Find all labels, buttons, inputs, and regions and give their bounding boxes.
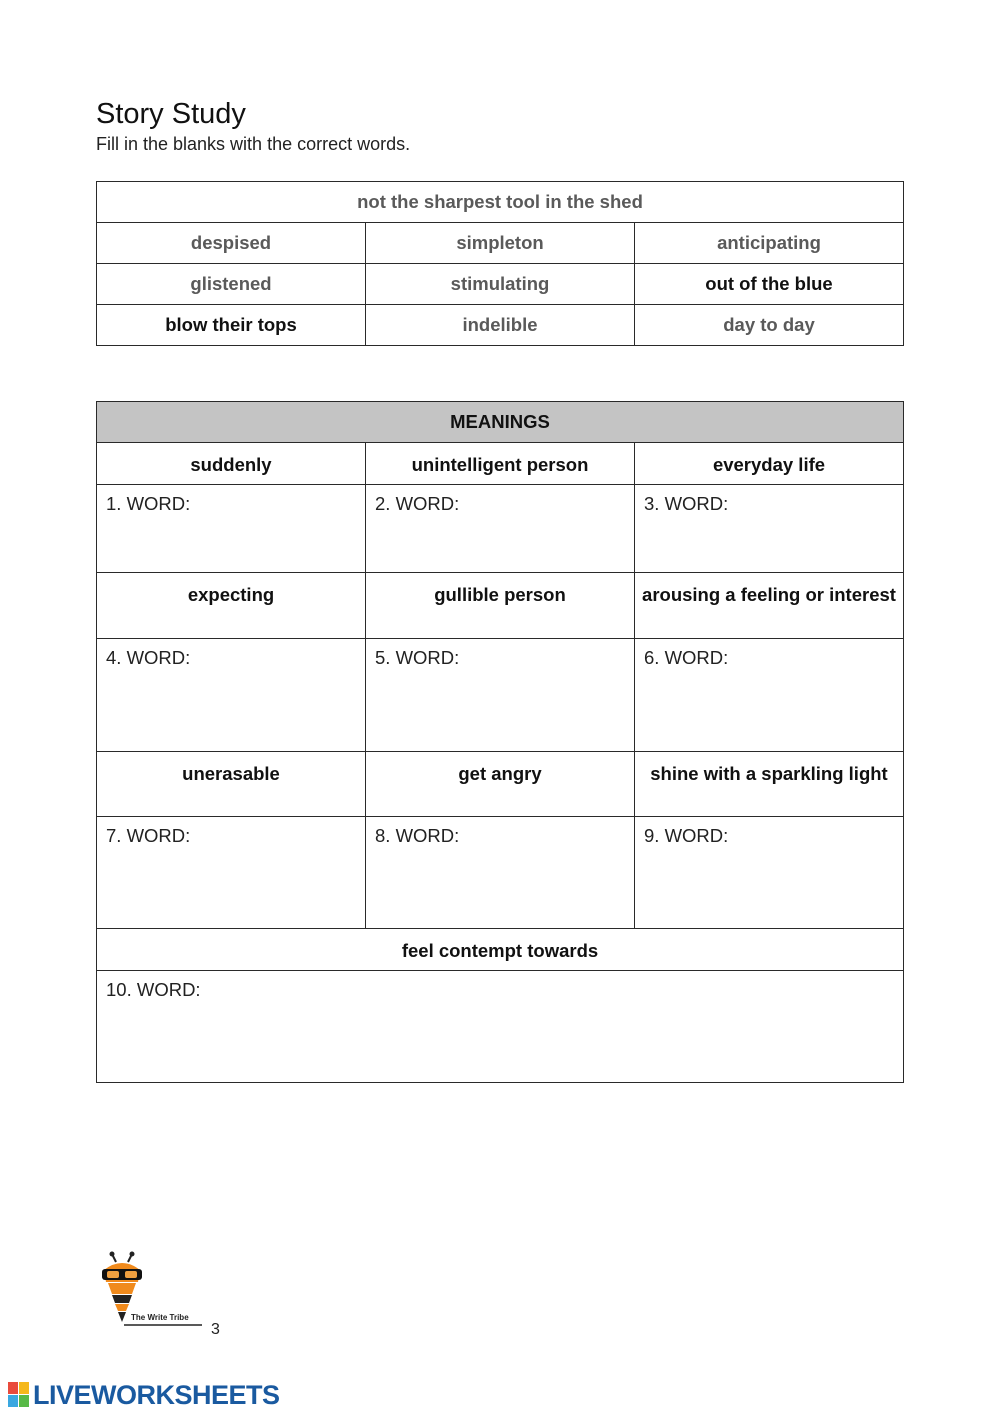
word-bank-item: despised — [97, 223, 366, 264]
answer-field-3[interactable]: 3. WORD: — [635, 485, 904, 573]
answer-field-5[interactable]: 5. WORD: — [366, 639, 635, 752]
word-bank-item: glistened — [97, 264, 366, 305]
word-bank-item: anticipating — [635, 223, 904, 264]
word-bank-item: simpleton — [366, 223, 635, 264]
meaning-cell: get angry — [366, 752, 635, 817]
answer-field-9[interactable]: 9. WORD: — [635, 817, 904, 929]
write-tribe-logo — [98, 1250, 208, 1330]
word-bank-item: out of the blue — [635, 264, 904, 305]
meaning-cell: gullible person — [366, 573, 635, 639]
word-bank-item: day to day — [635, 305, 904, 346]
logo-text: The Write Tribe — [131, 1313, 189, 1322]
word-bank-item: stimulating — [366, 264, 635, 305]
answer-field-10[interactable]: 10. WORD: — [97, 971, 904, 1083]
word-bank-table — [96, 181, 904, 346]
word-bank-item: indelible — [366, 305, 635, 346]
answer-field-7[interactable]: 7. WORD: — [97, 817, 366, 929]
liveworksheets-logo-icon — [8, 1382, 30, 1408]
answer-field-6[interactable]: 6. WORD: — [635, 639, 904, 752]
word-bank-item: not the sharpest tool in the shed — [97, 182, 904, 223]
meanings-heading: MEANINGS — [97, 402, 904, 443]
meaning-cell: shine with a sparkling light — [635, 752, 904, 817]
answer-field-4[interactable]: 4. WORD: — [97, 639, 366, 752]
meaning-cell: feel contempt towards — [97, 929, 904, 971]
answer-field-8[interactable]: 8. WORD: — [366, 817, 635, 929]
answer-field-1[interactable]: 1. WORD: — [97, 485, 366, 573]
word-bank-item: blow their tops — [97, 305, 366, 346]
meanings-table — [96, 401, 904, 1083]
bee-icon — [98, 1250, 208, 1330]
page-title: Story Study — [96, 98, 246, 130]
meaning-cell: arousing a feeling or interest — [635, 573, 904, 639]
meaning-cell: suddenly — [97, 443, 366, 485]
meaning-cell: unintelligent person — [366, 443, 635, 485]
meaning-cell: expecting — [97, 573, 366, 639]
footer-brand[interactable] — [8, 1380, 280, 1410]
instructions: Fill in the blanks with the correct words. — [96, 134, 411, 154]
meaning-cell: everyday life — [635, 443, 904, 485]
meaning-cell: unerasable — [97, 752, 366, 817]
answer-field-2[interactable]: 2. WORD: — [366, 485, 635, 573]
footer-brand-text: LIVEWORKSHEETS — [33, 1379, 280, 1410]
page-number: 3 — [211, 1321, 220, 1338]
